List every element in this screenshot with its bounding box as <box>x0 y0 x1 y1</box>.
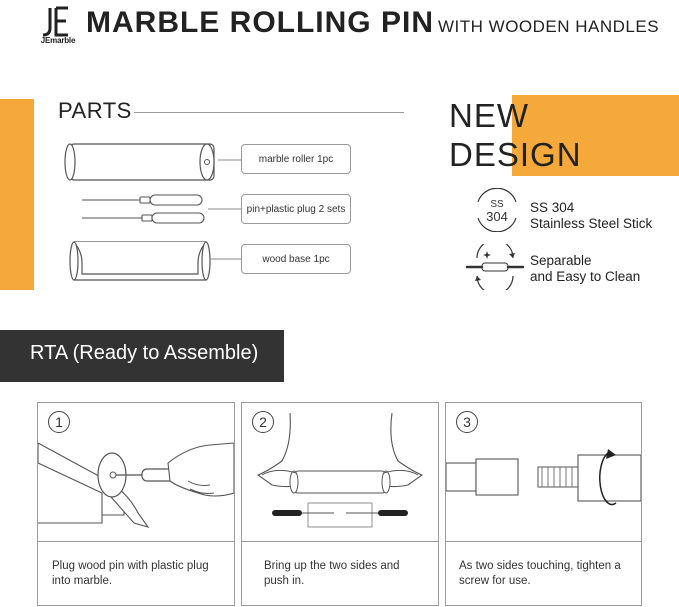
step-divider-1 <box>38 541 234 542</box>
parts-heading: PARTS <box>58 98 132 123</box>
step-number-3: 3 <box>456 411 478 433</box>
part-label-wood-base: wood base 1pc <box>241 244 351 274</box>
step-card-2 <box>241 402 439 606</box>
feature-separable-line1: Separable <box>530 253 592 268</box>
step-caption-3-line2: screw for use. <box>459 575 531 587</box>
parts-divider <box>134 112 404 113</box>
ss-badge-bottom: 304 <box>486 209 508 224</box>
step-caption-3 <box>459 559 621 589</box>
step-caption-3-line1: As two sides touching, tighten a <box>459 560 621 572</box>
ss304-badge-icon <box>472 188 522 232</box>
feature-ss304-line2: Stainless Steel Stick <box>530 216 653 231</box>
step-caption-1-line1: Plug wood pin with plastic plug <box>52 560 209 572</box>
feature-ss304-line1: SS 304 <box>530 200 575 215</box>
step-number-2: 2 <box>252 411 274 433</box>
accent-bar-left <box>0 99 34 290</box>
rolling-pin-cycle-icon <box>464 244 526 290</box>
step-card-3 <box>445 402 642 606</box>
title-main: MARBLE ROLLING PIN <box>86 6 434 39</box>
step-caption-2-line2: push in. <box>264 575 305 587</box>
step-caption-1 <box>52 559 209 589</box>
rta-label: RTA (Ready to Assemble) <box>30 342 259 364</box>
step-caption-2 <box>264 559 400 589</box>
title-sub: WITH WOODEN HANDLES <box>438 17 660 36</box>
step2-illustration <box>242 413 438 539</box>
step-caption-1-line2: into marble. <box>52 575 113 587</box>
step-card-1 <box>37 402 235 606</box>
new-design-line2: DESIGN <box>449 136 582 173</box>
feature-separable-line2: and Easy to Clean <box>530 269 641 284</box>
step-divider-3 <box>446 541 641 542</box>
parts-illustration <box>60 136 250 286</box>
part-label-pin-plug: pin+plastic plug 2 sets <box>241 194 351 224</box>
logo-name: JEmarble <box>40 36 76 45</box>
feature-separable <box>530 253 640 285</box>
step-divider-2 <box>242 541 438 542</box>
part-label-marble-roller: marble roller 1pc <box>241 144 351 174</box>
step1-illustration <box>38 423 234 533</box>
wood-base-icon <box>70 242 210 280</box>
new-design-line1: NEW <box>449 97 529 134</box>
page-title <box>86 6 659 40</box>
step-number-1: 1 <box>48 411 70 433</box>
step-caption-2-line1: Bring up the two sides and <box>264 560 400 572</box>
marble-roller-icon <box>65 144 214 180</box>
new-design-heading <box>449 96 582 174</box>
pin-plug-icon <box>82 195 204 223</box>
step3-illustration <box>446 433 641 533</box>
feature-ss304 <box>530 200 652 232</box>
ss-badge-top: SS <box>490 199 504 210</box>
